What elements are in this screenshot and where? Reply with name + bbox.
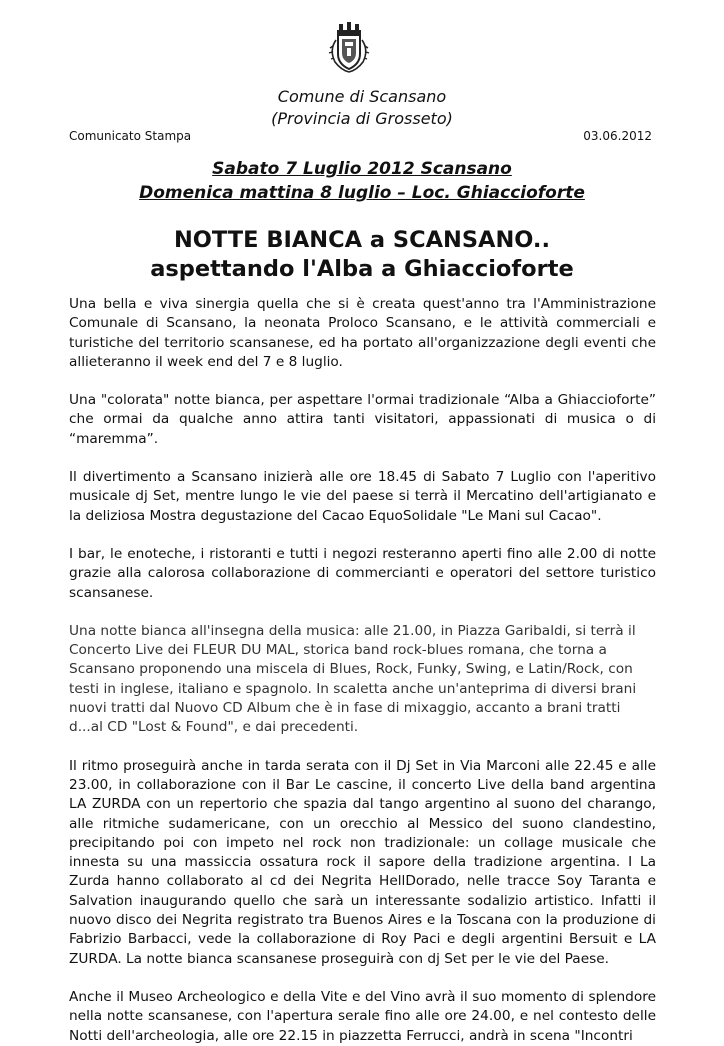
- municipal-crest-icon: [327, 22, 371, 74]
- event-dates: [0, 157, 724, 205]
- paragraph-notte-bianca: Una "colorata" notte bianca, per aspettare l'ormai tradizionale “Alba a Ghiaccioforte” che ormai da qualche anno attira tanti visitatori, appassionati di musica o di “maremma”.: [69, 392, 656, 447]
- event-date-line-2: Domenica mattina 8 luglio – Loc. Ghiaccioforte: [139, 183, 585, 203]
- province-name: (Provincia di Grosseto): [271, 109, 453, 128]
- municipality-name: Comune di Scansano: [277, 87, 447, 106]
- paragraph-la-zurda: Il ritmo proseguirà anche in tarda serata con il Dj Set in Via Marconi alle 22.45 e alle 23.00, in collaborazione con il Bar Le cascine, il concerto Live della band argentina LA ZURDA con un repertorio che spazia dal tango argentino al suono del charango, alle ritmiche sudamericane, con un orecchio al Messico del suono clandestino, precipitando poi con impeto nel rock non tradizionale: un collage musicale che innesta su una massiccia ossatura rock il sapore della tradizione argentina. I La Zurda hanno collaborato al cd dei Negrita HellDorado, nelle tracce Soy Taranta e Salvation inaugurando quello che sarà un interessante sodalizio artistico. Infatti il nuovo disco dei Negrita registrato tra Buenos Aires e la Toscana con la produzione di Fabrizio Barbacci, vede la collaborazione di Roy Paci e degli argentini Bersuit e LA ZURDA. La notte bianca scansanese proseguirà con dj Set per le vie del Paese.: [69, 757, 656, 967]
- title-line-1: NOTTE BIANCA a SCANSANO..: [173, 227, 551, 253]
- title-line-2: aspettando l'Alba a Ghiaccioforte: [150, 256, 574, 282]
- paragraph-negozi: I bar, le enoteche, i ristoranti e tutti i negozi resteranno aperti fino alle 2.00 di notte grazie alla calorosa collaborazione di commercianti e operatori del settore turistico scansanese.: [69, 545, 656, 601]
- paragraph-concerto: Una notte bianca all'insegna della musica: alle 21.00, in Piazza Garibaldi, si terrà il Concerto Live dei FLEUR DU MAL, storica band rock-blues romana, che torna a Scansano proponendo una miscela di Blues, Rock, Funky, Swing, e Latin/Rock, con testi in inglese, italiano e spagnolo. In scaletta anche un'anteprima di diversi brani nuovi tratti dal Nuovo CD Album che è in fase di mixaggio, accanto a brani tratti d...al CD "Lost & Found", e dai precedenti.: [69, 622, 637, 736]
- municipality-heading: [0, 86, 724, 130]
- paragraph-museo: Anche il Museo Archeologico e della Vite e del Vino avrà il suo momento di splendore nella notte scansanese, con l'apertura serale fino alle ore 24.00, e nel contesto delle Notti dell'archeologia, alle ore 22.15 in piazzetta Ferrucci, andrà in scena "Incontri: [69, 988, 656, 1044]
- article-body: [69, 295, 656, 1046]
- paragraph-intro: Una bella e viva sinergia quella che si è creata quest'anno tra l'Amministrazione Comunale di Scansano, la neonata Proloco Scansano, e le attività commerciali e turistiche del territorio scansanese, ed ha portato all'organizzazione degli eventi che allieteranno il week end del 7 e 8 luglio.: [69, 296, 656, 370]
- page-title: [0, 226, 724, 284]
- document-date: 03.06.2012: [583, 129, 652, 143]
- paragraph-programma: Il divertimento a Scansano inizierà alle ore 18.45 di Sabato 7 Luglio con l'aperitivo musicale dj Set, mentre lungo le vie del paese si terrà il Mercatino dell'artigianato e la deliziosa Mostra degustazione del Cacao EquoSolidale "Le Mani sul Cacao".: [69, 469, 656, 524]
- document-type: Comunicato Stampa: [69, 129, 192, 143]
- event-date-line-1: Sabato 7 Luglio 2012 Scansano: [212, 159, 512, 179]
